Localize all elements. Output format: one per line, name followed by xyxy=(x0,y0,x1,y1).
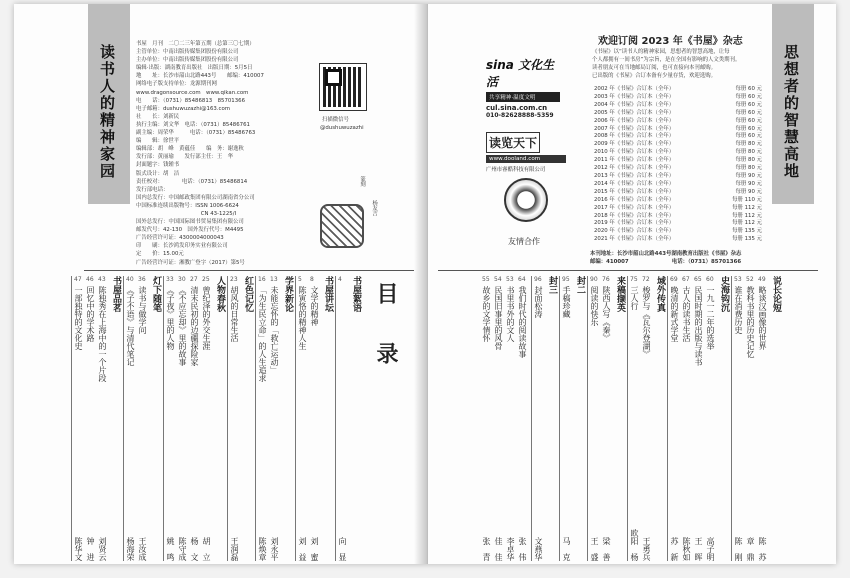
toc-page-number: 64 xyxy=(518,276,526,283)
toc-entry-title: 故乡的文学情怀 xyxy=(482,286,491,342)
right-side-band xyxy=(772,4,814,204)
toc-page-number: 5 xyxy=(298,276,302,283)
toc-entry-author: 刘 益 xyxy=(298,537,307,561)
toc-entry-title: 古人的读书生活 xyxy=(682,286,691,342)
toc-section-heading[interactable]: 史海钩沉 xyxy=(719,276,729,312)
toc-entry[interactable] xyxy=(562,276,574,561)
archive-year: 2021 年《书屋》合订本（全年） xyxy=(594,236,675,243)
toc-entry-author: 姚 鸣 xyxy=(166,537,175,561)
toc-page-number: 54 xyxy=(494,276,502,283)
toc-entry[interactable] xyxy=(746,276,758,561)
wechat-qr-code[interactable] xyxy=(320,64,366,110)
toc-page-number: 47 xyxy=(74,276,82,283)
right-band-title: 思想者的智慧高地 xyxy=(782,44,800,180)
left-page xyxy=(14,4,422,564)
toc-entry-title: 略谈汉画像的世界 xyxy=(758,286,767,350)
toc-page-number: 76 xyxy=(602,276,610,283)
toc-page-number: 4 xyxy=(338,276,342,283)
archive-price: 每册 90 元 xyxy=(735,180,762,187)
archive-price: 每册 80 元 xyxy=(735,165,762,172)
masthead-info xyxy=(136,40,264,267)
toc-section-heading[interactable]: 书屋品茗 xyxy=(111,276,121,312)
masthead-line: 主管单位：中南出版传媒集团股份有限公司 xyxy=(136,49,239,56)
toc-entry-title: 三人行 xyxy=(630,286,639,310)
masthead-line: 国内总发行：中国邮政集团有限公司湖南省分公司 xyxy=(136,194,255,201)
toc-entry-title: 未能忘怀的「救亡运动」 xyxy=(270,286,279,374)
toc-entry[interactable] xyxy=(734,276,746,561)
archive-price: 每册 60 元 xyxy=(735,86,762,92)
archive-year: 2008 年《书屋》合订本（全年） xyxy=(594,133,675,140)
toc-entry-author: 刘贤云 xyxy=(98,537,107,561)
masthead-line: 编辑部：胡 峰 黄蕴佳 编 务：谢逸秋 xyxy=(136,146,244,153)
toc-entry[interactable] xyxy=(642,276,654,561)
toc-page-number: 65 xyxy=(694,276,702,283)
toc-entry-title: 胡风的日常生活 xyxy=(230,286,239,342)
toc-section-divider xyxy=(255,276,256,561)
archive-year: 2009 年《书屋》合订本（全年） xyxy=(594,141,675,148)
subscribe-title: 欢迎订阅 2023 年《书屋》杂志 xyxy=(598,36,743,47)
toc-entry[interactable] xyxy=(258,276,270,561)
toc-entry-author: 陈守成 xyxy=(178,537,187,561)
archive-price: 每册 112 元 xyxy=(732,212,762,219)
toc-entry[interactable] xyxy=(298,276,310,561)
toc-entry-author: 胡 立 xyxy=(202,537,211,561)
toc-entry-author: 杨 文 xyxy=(190,537,199,561)
sina-ad[interactable] xyxy=(486,56,560,119)
toc-entry-author: 陈焕章 xyxy=(258,537,267,561)
toc-entry[interactable] xyxy=(494,276,506,561)
toc-entry-author: 高子明 xyxy=(706,537,715,561)
dooland-brand: 读览天下 xyxy=(486,132,540,153)
archive-row xyxy=(594,165,762,173)
toc-page-number: 55 xyxy=(482,276,490,283)
toc-entry-author: 章 鼎 xyxy=(746,537,755,561)
archive-price: 每册 60 元 xyxy=(735,93,762,100)
archive-price: 每册 90 元 xyxy=(735,172,762,179)
masthead-line: 书屋 月刊 二〇二三年第五期（总第三〇七期） xyxy=(136,41,255,47)
archive-year: 2006 年《书屋》合订本（全年） xyxy=(594,117,675,124)
toc-entry-title: 《不应忘却》里的故事 xyxy=(178,286,187,366)
toc-page-number: 36 xyxy=(138,276,146,283)
toc-entry-author: 张 青 xyxy=(482,537,491,561)
archive-price: 每册 60 元 xyxy=(735,133,762,140)
toc-entry[interactable] xyxy=(310,276,322,561)
toc-entry[interactable] xyxy=(202,276,214,561)
toc-entry[interactable] xyxy=(86,276,98,561)
left-band-title: 读书人的精神家园 xyxy=(98,44,116,180)
seal-caption-1: 篆刻 xyxy=(359,176,366,187)
toc-section-heading[interactable]: 书屋讲坛 xyxy=(323,276,333,312)
seal-stamp-icon xyxy=(320,204,364,248)
masthead-line: 发行部电话： xyxy=(136,186,231,193)
toc-entry[interactable] xyxy=(706,276,718,561)
right-toc-divider xyxy=(438,270,818,271)
toc-page-number: 25 xyxy=(202,276,210,283)
masthead-line: 定 价：15.00元 xyxy=(136,251,184,258)
masthead-line: CN 43-1225/I xyxy=(136,210,237,217)
archive-price: 每册 112 元 xyxy=(732,220,762,227)
toc-entry[interactable] xyxy=(518,276,530,561)
subscribe-intro xyxy=(592,48,740,80)
masthead-line: 广告经营许可证：湘教广登字（2017）第5号 xyxy=(136,259,245,266)
toc-entry[interactable] xyxy=(590,276,602,561)
masthead-line: 主办单位：中南出版传媒集团股份有限公司 xyxy=(136,57,239,64)
archive-row xyxy=(594,181,762,189)
masthead-line: 责任校对： 电话：（0731）85486814 xyxy=(136,178,248,185)
masthead-line: 地 址：长沙市韶山北路443号 邮编：410007 xyxy=(136,73,264,80)
toc-entry-title: 曾纪泽的外交生涯 xyxy=(202,286,211,350)
dooland-ad[interactable] xyxy=(486,132,566,173)
toc-entry[interactable] xyxy=(338,276,350,561)
toc-entry[interactable] xyxy=(630,276,642,561)
toc-section-divider xyxy=(587,276,588,561)
toc-entry-author: 陈 刚 xyxy=(734,537,743,561)
zip-line: 邮编：410007 电话：（0731）85701366 xyxy=(590,259,742,265)
archive-row xyxy=(594,94,762,102)
intro-line: 个人都拥有一间书房”为宗旨，是在全国有影响的人文类期刊。 xyxy=(592,57,741,64)
toc-entry-title: 书里书外的文人 xyxy=(506,286,515,342)
sina-phone: 010-82628888-5359 xyxy=(486,112,554,119)
toc-entry-author: 杨海荣 xyxy=(126,537,135,561)
toc-entry[interactable] xyxy=(270,276,282,561)
toc-section-divider xyxy=(227,276,228,561)
toc-section-heading[interactable]: 红色记忆 xyxy=(243,276,253,312)
toc-section-divider xyxy=(667,276,668,561)
toc-page-number: 49 xyxy=(758,276,766,283)
toc-page-number: 46 xyxy=(86,276,94,283)
toc-page-number: 30 xyxy=(178,276,186,283)
toc-entry-author: 梁 善 xyxy=(602,537,611,561)
toc-page-number: 53 xyxy=(734,276,742,283)
toc-entry-author: 欧阳 杨 xyxy=(630,529,639,561)
toc-page-number: 8 xyxy=(310,276,314,283)
toc-page-number: 33 xyxy=(166,276,174,283)
toc-entry[interactable] xyxy=(230,276,242,561)
toc-section-heading[interactable]: 人物春秋 xyxy=(215,276,225,312)
toc-entry-title: 封面松涛 xyxy=(534,286,543,318)
seal-caption-2: 杨友吉 xyxy=(371,200,378,217)
toc-entry-title: 教科书里的历史记忆 xyxy=(746,286,755,358)
toc-section-divider xyxy=(163,276,164,561)
masthead-line: 编辑·出版：湖南教育出版社 出版日期：5月5日 xyxy=(136,65,253,72)
archive-price: 每册 135 元 xyxy=(732,228,762,235)
toc-section-heading[interactable]: 封三 xyxy=(547,276,557,294)
archive-year: 2016 年《书屋》合订本（全年） xyxy=(594,196,675,203)
toc-entry-title: 我们时代的阅读故事 xyxy=(518,286,527,358)
toc-entry-title: 《子不语》与清代笔记 xyxy=(126,286,135,366)
toc-entry[interactable] xyxy=(694,276,706,561)
toc-entry-title: 一部独特的文化史 xyxy=(74,286,83,350)
magazine-spread xyxy=(14,4,836,564)
sina-brand: sina 文化生活 xyxy=(486,58,555,89)
masthead-line: 副主编：周荣华 电话：（0731）85486763 xyxy=(136,130,256,137)
toc-section-divider xyxy=(295,276,296,561)
toc-title: 目 录 xyxy=(373,282,398,372)
archive-price-list xyxy=(594,86,762,244)
archive-row xyxy=(594,118,762,126)
toc-entry-author: 张 伟 xyxy=(518,537,527,561)
dooland-url: www.dooland.com xyxy=(486,155,566,163)
toc-entry-title: 谁在消费历史 xyxy=(734,286,743,334)
toc-page-number: 95 xyxy=(562,276,570,283)
intro-line: 读者朋友可在当地邮局订阅，也可直接向本刊邮购。 xyxy=(592,65,716,72)
toc-page-number: 16 xyxy=(258,276,266,283)
toc-entry[interactable] xyxy=(126,276,138,561)
toc-entry-author: 钟 进 xyxy=(86,537,95,561)
archive-year: 2013 年《书屋》合订本（全年） xyxy=(594,172,675,179)
partner-logo-icon xyxy=(504,178,548,222)
archive-year: 2011 年《书屋》合订本（全年） xyxy=(594,157,675,164)
toc-page-number: 52 xyxy=(746,276,754,283)
toc-entry-author: 王 晖 xyxy=(694,537,703,561)
toc-page-number: 90 xyxy=(590,276,598,283)
toc-page-number: 75 xyxy=(630,276,638,283)
toc-entry-author: 刘 蜜 xyxy=(310,537,319,561)
archive-price: 每册 60 元 xyxy=(735,125,762,132)
masthead-line: 邮发代号：42-130 国外发行代号：M4495 xyxy=(136,227,244,234)
toc-entry-author: 佳 佳 xyxy=(494,537,503,561)
archive-row xyxy=(594,205,762,213)
archive-row xyxy=(594,173,762,181)
toc-section-divider xyxy=(335,276,336,561)
archive-year: 2002 年《书屋》合订本（全年） xyxy=(594,86,675,92)
toc-entry-title: 文学的精神 xyxy=(310,286,319,326)
toc-entry-title: 一九一二年的选举 xyxy=(706,286,715,350)
toc-entry-author: 王汝成 xyxy=(138,537,147,561)
archive-row xyxy=(594,86,762,94)
archive-year: 2010 年《书屋》合订本（全年） xyxy=(594,149,675,156)
archive-year: 2014 年《书屋》合订本（全年） xyxy=(594,180,675,187)
toc-page-number: 60 xyxy=(706,276,714,283)
toc-entry[interactable] xyxy=(534,276,546,561)
archive-row xyxy=(594,189,762,197)
masthead-line: 网络电子版支持单位：龙源期刊网 xyxy=(136,81,217,88)
toc-entry[interactable] xyxy=(138,276,150,561)
intro-line: 《书屋》以“读书人的精神家园，思想者的智慧高地，让每 xyxy=(592,49,730,55)
toc-entry-title: 「为生民立命」的人生追求 xyxy=(258,286,267,382)
archive-row xyxy=(594,102,762,110)
toc-entry-title: 陕西人写《秦》 xyxy=(602,286,611,342)
archive-year: 2020 年《书屋》合订本（全年） xyxy=(594,228,675,235)
masthead-line: 国外总发行：中国国际图书贸易集团有限公司 xyxy=(136,219,244,226)
toc-entry[interactable] xyxy=(190,276,202,561)
toc-section-heading[interactable]: 说长论短 xyxy=(771,276,781,312)
toc-page-number: 72 xyxy=(642,276,650,283)
toc-section-divider xyxy=(559,276,560,561)
toc-page-number: 27 xyxy=(190,276,198,283)
toc-page-number: 53 xyxy=(506,276,514,283)
archive-year: 2004 年《书屋》合订本（全年） xyxy=(594,101,675,108)
toc-entry[interactable] xyxy=(682,276,694,561)
archive-price: 每册 90 元 xyxy=(735,188,762,195)
toc-entry-author: 王勇兵 xyxy=(642,537,651,561)
toc-page-number: 13 xyxy=(270,276,278,283)
intro-line: 已出版的《书屋》合订本备有少量存货，欢迎选购。 xyxy=(592,73,716,80)
toc-entry-author: 文燕华 xyxy=(534,537,543,561)
left-side-band xyxy=(88,4,130,204)
toc-page-number: 40 xyxy=(126,276,134,283)
toc-entry-title: 民国时期的出版与读书 xyxy=(694,286,703,366)
archive-row xyxy=(594,236,762,244)
masthead-line: 电子邮箱：dushuwuzazhi@163.com xyxy=(136,105,231,112)
toc-entry-author: 刘永平 xyxy=(270,537,279,561)
toc-page-number: 23 xyxy=(230,276,238,283)
archive-price: 每册 135 元 xyxy=(732,236,762,243)
archive-year: 2012 年《书屋》合订本（全年） xyxy=(594,165,675,172)
masthead-line: 广告经营许可证：4300004000043 xyxy=(136,235,224,242)
toc-page-number: 43 xyxy=(98,276,106,283)
archive-year: 2007 年《书屋》合订本（全年） xyxy=(594,125,675,132)
archive-row xyxy=(594,110,762,118)
archive-year: 2019 年《书屋》合订本（全年） xyxy=(594,220,675,227)
archive-price: 每册 110 元 xyxy=(732,196,762,203)
toc-entry-title: 清末民初的边疆探险家 xyxy=(190,286,199,366)
toc-entry-author: 李卓华 xyxy=(506,537,515,561)
toc-page-number: 67 xyxy=(682,276,690,283)
masthead-line: 版式设计：胡 洁 xyxy=(136,170,180,177)
toc-entry-title: 读书与做学问 xyxy=(138,286,147,334)
archive-row xyxy=(594,157,762,165)
masthead-line: 封面题字：钱锺书 xyxy=(136,162,180,169)
toc-entry-title: 陈独秀在上海中的一个片段 xyxy=(98,286,107,382)
partner-caption: 友情合作 xyxy=(508,237,540,246)
toc-entry[interactable] xyxy=(74,276,86,561)
toc-section-heading[interactable]: 灯下随笔 xyxy=(151,276,161,312)
toc-entry-author: 马 克 xyxy=(562,537,571,561)
toc-entry-author: 陈华文 xyxy=(74,537,83,561)
masthead-line: 社 长：刘新民 xyxy=(136,113,180,120)
archive-price: 每册 80 元 xyxy=(735,149,762,156)
toc-entry[interactable] xyxy=(758,276,770,561)
sina-tagline: 共享精神·温度文明 xyxy=(486,92,560,102)
toc-entry-title: 晚清的新式学堂 xyxy=(670,286,679,342)
archive-price: 每册 80 元 xyxy=(735,141,762,148)
toc-entry[interactable] xyxy=(178,276,190,561)
toc-entry-title: 手稿珍藏 xyxy=(562,286,571,318)
toc-entry-author: 苏 新 xyxy=(670,537,679,561)
toc-section-heading[interactable]: 域外传真 xyxy=(655,276,665,312)
toc-section-divider xyxy=(731,276,732,561)
archive-year: 2018 年《书屋》合订本（全年） xyxy=(594,212,675,219)
toc-entry[interactable] xyxy=(482,276,494,561)
archive-price: 每册 80 元 xyxy=(735,157,762,164)
toc-section-heading[interactable]: 来稿撷英 xyxy=(615,276,625,312)
toc-entry-author: 陈 苏 xyxy=(758,537,767,561)
toc-section-divider xyxy=(627,276,628,561)
toc-entry-title: 民国旧事里的风骨 xyxy=(494,286,503,350)
archive-row xyxy=(594,197,762,205)
toc-entry[interactable] xyxy=(506,276,518,561)
toc-section-heading[interactable]: 学界新论 xyxy=(283,276,293,312)
masthead-line: www.dragonsource.com www.qikan.com xyxy=(136,89,249,96)
toc-section-heading[interactable]: 封二 xyxy=(575,276,585,294)
toc-entry-author: 王 盛 xyxy=(590,537,599,561)
archive-year: 2003 年《书屋》合订本（全年） xyxy=(594,93,675,100)
archive-price: 每册 60 元 xyxy=(735,109,762,116)
sina-url: cul.sina.com.cn xyxy=(486,104,548,112)
masthead-line: 印 刷：长沙鸿发印务实业有限公司 xyxy=(136,243,228,250)
toc-divider xyxy=(84,270,414,271)
right-page xyxy=(428,4,836,564)
dooland-company: 广州市睿酷科技有限公司 xyxy=(486,167,546,173)
masthead-line: 编 辑：徐世平 xyxy=(136,138,180,145)
toc-entry[interactable] xyxy=(602,276,614,561)
toc-entry-title: 《子夜》里的人物 xyxy=(166,286,175,350)
archive-price: 每册 60 元 xyxy=(735,101,762,108)
toc-section-divider xyxy=(531,276,532,561)
toc-section-heading[interactable]: 书屋絮语 xyxy=(351,276,361,312)
toc-entry-author: 王润磊 xyxy=(230,537,239,561)
toc-page-number: 96 xyxy=(534,276,542,283)
toc-entry-author: 向 显 xyxy=(338,537,347,561)
toc-entry-title: 回忆中的学术路 xyxy=(86,286,95,342)
masthead-line: 发行部：黄丽瑜 发行部主任：王 华 xyxy=(136,154,234,161)
archive-row xyxy=(594,149,762,157)
archive-price: 每册 112 元 xyxy=(732,204,762,211)
archive-year: 2015 年《书屋》合订本（全年） xyxy=(594,188,675,195)
toc-entry-author: 陈秋如 xyxy=(682,537,691,561)
toc-section-divider xyxy=(71,276,72,561)
qr-caption-2: @dushuwuzazhi xyxy=(320,125,364,131)
archive-year: 2017 年《书屋》合订本（全年） xyxy=(594,204,675,211)
toc-entry-title: 阅读的快乐 xyxy=(590,286,599,326)
toc-entry-title: 梭罗与《瓦尔登湖》 xyxy=(642,286,651,358)
toc-page-number: 69 xyxy=(670,276,678,283)
archive-year: 2005 年《书屋》合订本（全年） xyxy=(594,109,675,116)
masthead-line: 中国标准连续出版物号：ISSN 1006-6624 xyxy=(136,202,239,209)
address-line: 本刊地址：长沙市韶山北路443号湖南教育出版社《书屋》杂志 xyxy=(590,251,742,257)
qr-caption-1: 扫描微信号 xyxy=(322,117,349,123)
toc-entry[interactable] xyxy=(98,276,110,561)
toc-entry-title: 陈寅恪的精神人生 xyxy=(298,286,307,350)
toc-entry[interactable] xyxy=(166,276,178,561)
masthead-line: 电 话：（0731）85486813 85701366 xyxy=(136,97,246,104)
archive-price: 每册 60 元 xyxy=(735,117,762,124)
toc-entry[interactable] xyxy=(670,276,682,561)
masthead-line: 执行主编：刘文华 电话：（0731）85486761 xyxy=(136,121,250,128)
toc-section-divider xyxy=(123,276,124,561)
